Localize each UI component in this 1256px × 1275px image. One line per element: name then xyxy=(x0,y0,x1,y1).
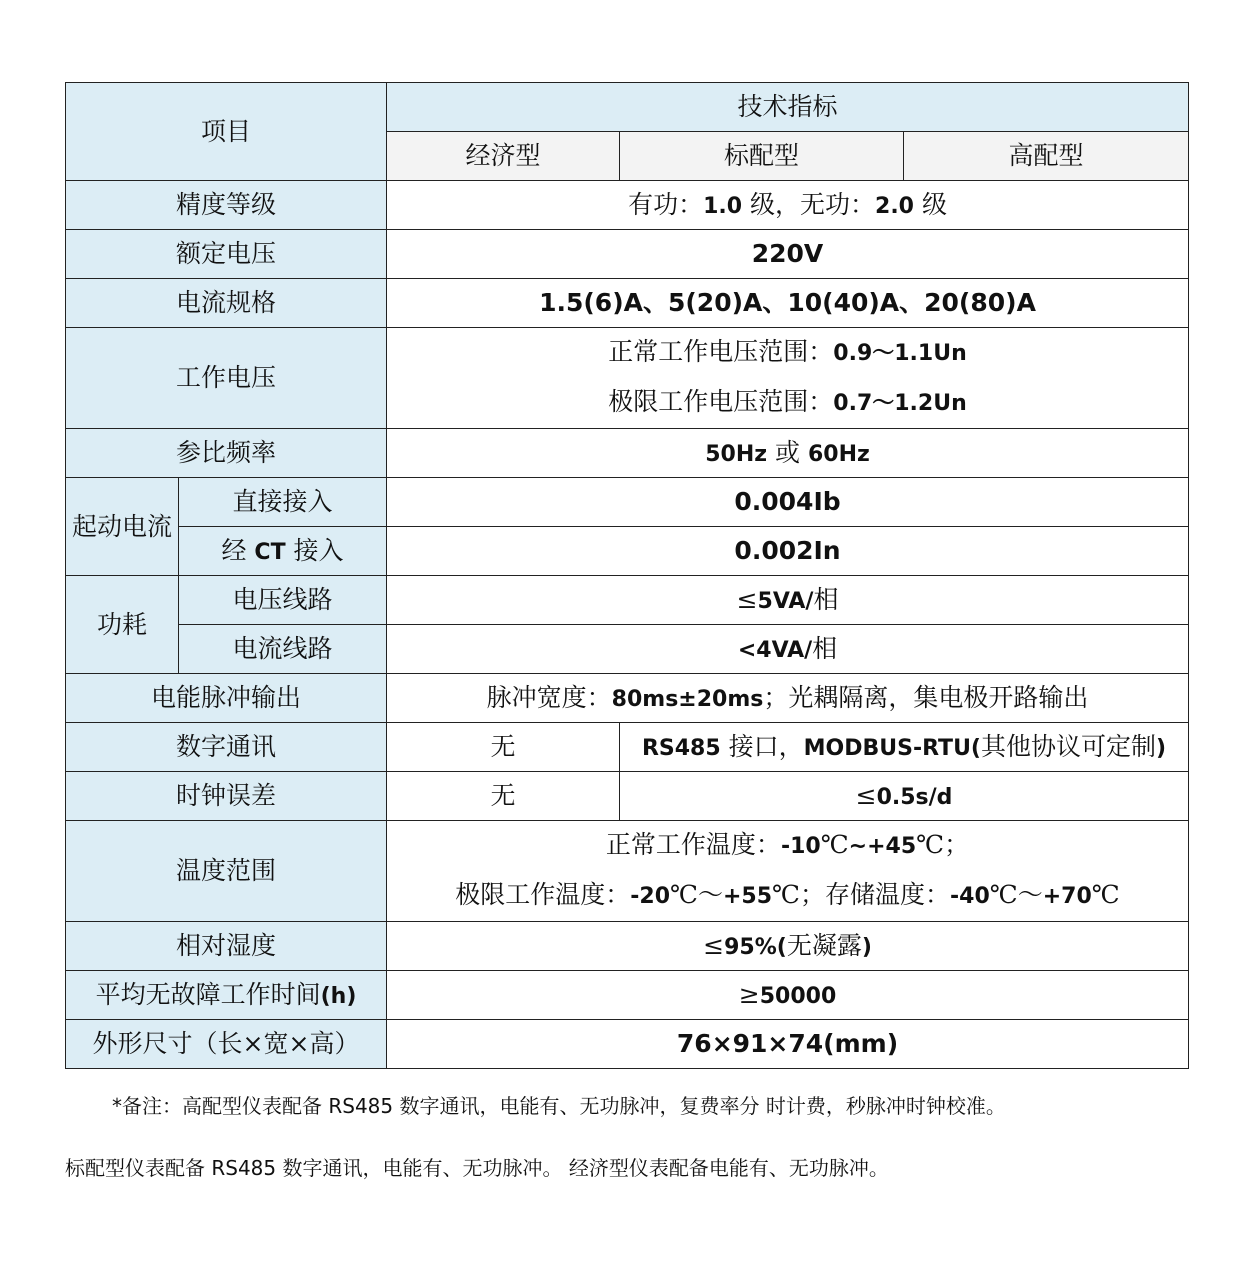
pulse-value xyxy=(387,674,1189,723)
temp-l2g: ℃～ xyxy=(989,880,1043,909)
power-voltage-label: 电压线路 xyxy=(179,576,387,625)
row-clock xyxy=(66,772,1189,821)
row-start-direct xyxy=(66,478,1189,527)
header-model-standard: 标配型 xyxy=(620,132,904,181)
work-voltage-normal-range: 0.9～1.1Un xyxy=(833,341,967,366)
mtbf-label-unit: (h) xyxy=(320,983,357,1009)
row-pulse xyxy=(66,674,1189,723)
row-temperature xyxy=(66,821,1189,922)
humidity-num: 95%( xyxy=(724,934,787,960)
clock-economy: 无 xyxy=(387,772,620,821)
temp-l1e: ℃； xyxy=(916,830,970,859)
rated-voltage-value: 220V xyxy=(387,230,1189,279)
temperature-value xyxy=(387,821,1189,922)
power-voltage-num: 5VA/ xyxy=(757,588,814,614)
row-size xyxy=(66,1020,1189,1069)
clock-num: 0.5s/d xyxy=(876,784,953,810)
mtbf-sym: ≥ xyxy=(738,979,760,1009)
mtbf-value xyxy=(387,971,1189,1020)
comm-value xyxy=(620,723,1189,772)
row-power-current xyxy=(66,625,1189,674)
note-line-1: *备注：高配型仪表配备 RS485 数字通讯，电能有、无功脉冲，复费率分 时计费，秒脉冲时钟校准。 xyxy=(112,1094,1006,1118)
work-voltage-value xyxy=(387,328,1189,429)
header-model-economy: 经济型 xyxy=(387,132,620,181)
temperature-normal xyxy=(387,821,1188,871)
frequency-label: 参比频率 xyxy=(66,429,387,478)
temp-l1b: -10 xyxy=(780,834,821,859)
mtbf-num: 50000 xyxy=(759,983,837,1009)
header-item: 项目 xyxy=(66,83,387,181)
accuracy-suffix: 级 xyxy=(914,189,947,219)
humidity-sym: ≤ xyxy=(703,930,725,960)
rated-voltage-label: 额定电压 xyxy=(66,230,387,279)
row-mtbf xyxy=(66,971,1189,1020)
temp-l2c: ℃～ xyxy=(670,880,723,909)
accuracy-prefix: 有功： xyxy=(628,189,704,219)
pulse-width: 80ms±20ms xyxy=(611,686,764,712)
clock-sym: ≤ xyxy=(855,780,877,810)
power-current-unit: 相 xyxy=(812,633,838,663)
row-comm xyxy=(66,723,1189,772)
power-voltage-unit: 相 xyxy=(813,584,839,614)
work-voltage-label: 工作电压 xyxy=(66,328,387,429)
comm-rs485: RS485 xyxy=(641,735,721,761)
accuracy-mid: 级，无功： xyxy=(742,189,876,219)
comm-mid: 接口， xyxy=(720,731,804,761)
temp-l2h: +70 xyxy=(1042,884,1092,909)
work-voltage-normal-prefix: 正常工作电压范围： xyxy=(608,337,834,366)
row-power-voltage xyxy=(66,576,1189,625)
comm-economy: 无 xyxy=(387,723,620,772)
accuracy-value xyxy=(387,181,1189,230)
accuracy-label: 精度等级 xyxy=(66,181,387,230)
row-current-spec xyxy=(66,279,1189,328)
pulse-prefix: 脉冲宽度： xyxy=(486,682,612,712)
power-voltage-sym: ≤ xyxy=(736,584,758,614)
start-ct-value: 0.002In xyxy=(387,527,1189,576)
comm-modbus: MODBUS-RTU( xyxy=(803,735,981,761)
row-humidity xyxy=(66,922,1189,971)
frequency-value xyxy=(387,429,1189,478)
temp-l2a: 极限工作温度： xyxy=(455,880,631,909)
temp-l1c: ℃ xyxy=(820,830,849,859)
row-accuracy xyxy=(66,181,1189,230)
header-model-premium: 高配型 xyxy=(904,132,1189,181)
frequency-or: 或 xyxy=(767,437,808,467)
humidity-value xyxy=(387,922,1189,971)
mtbf-label xyxy=(66,971,387,1020)
temp-l1d: ~+45 xyxy=(848,834,917,859)
current-spec-label: 电流规格 xyxy=(66,279,387,328)
spec-table xyxy=(65,82,1189,1069)
start-direct-value: 0.004Ib xyxy=(387,478,1189,527)
work-voltage-limit-prefix: 极限工作电压范围： xyxy=(608,387,834,416)
row-frequency xyxy=(66,429,1189,478)
work-voltage-limit-range: 0.7～1.2Un xyxy=(833,391,967,416)
humidity-close: ) xyxy=(861,934,872,960)
start-ct-suffix: 接入 xyxy=(285,535,344,565)
comm-custom: 其他协议可定制 xyxy=(980,731,1156,761)
header-spec: 技术指标 xyxy=(387,83,1189,132)
power-voltage-value xyxy=(387,576,1189,625)
start-current-label: 起动电流 xyxy=(66,478,179,576)
temp-l2i: ℃ xyxy=(1091,880,1120,909)
power-label: 功耗 xyxy=(66,576,179,674)
power-current-num: <4VA/ xyxy=(737,637,813,663)
comm-label: 数字通讯 xyxy=(66,723,387,772)
note-line-2: 标配型仪表配备 RS485 数字通讯，电能有、无功脉冲。 经济型仪表配备电能有、无功脉冲。 xyxy=(65,1156,889,1180)
temp-l1a: 正常工作温度： xyxy=(605,830,781,859)
pulse-label: 电能脉冲输出 xyxy=(66,674,387,723)
frequency-60: 60Hz xyxy=(807,441,870,467)
size-label: 外形尺寸（长×宽×高） xyxy=(66,1020,387,1069)
accuracy-active-class: 1.0 xyxy=(703,193,743,219)
power-current-value xyxy=(387,625,1189,674)
accuracy-reactive-class: 2.0 xyxy=(875,193,914,219)
clock-value xyxy=(620,772,1189,821)
start-ct-abbr: CT xyxy=(254,539,286,565)
pulse-suffix: ；光耦隔离，集电极开路输出 xyxy=(763,682,1089,712)
work-voltage-limit xyxy=(387,378,1188,428)
current-spec-value: 1.5(6)A、5(20)A、10(40)A、20(80)A xyxy=(387,279,1189,328)
power-current-label: 电流线路 xyxy=(179,625,387,674)
temp-l2e: ℃；存储温度： xyxy=(772,880,951,909)
mtbf-label-text: 平均无故障工作时间 xyxy=(95,979,321,1009)
temp-l2b: -20 xyxy=(630,884,671,909)
temp-l2f: -40 xyxy=(950,884,990,909)
comm-close: ) xyxy=(1156,735,1167,761)
row-start-ct xyxy=(66,527,1189,576)
work-voltage-normal xyxy=(387,328,1188,378)
temp-l2d: +55 xyxy=(722,884,773,909)
humidity-text: 无凝露 xyxy=(786,930,862,960)
row-work-voltage xyxy=(66,328,1189,429)
row-rated-voltage xyxy=(66,230,1189,279)
start-direct-label: 直接接入 xyxy=(179,478,387,527)
clock-label: 时钟误差 xyxy=(66,772,387,821)
start-ct-prefix: 经 xyxy=(221,535,255,565)
humidity-label: 相对湿度 xyxy=(66,922,387,971)
size-value: 76×91×74(mm) xyxy=(387,1020,1189,1069)
temperature-label: 温度范围 xyxy=(66,821,387,922)
temperature-limit xyxy=(387,871,1188,921)
frequency-50: 50Hz xyxy=(705,441,768,467)
start-ct-label xyxy=(179,527,387,576)
